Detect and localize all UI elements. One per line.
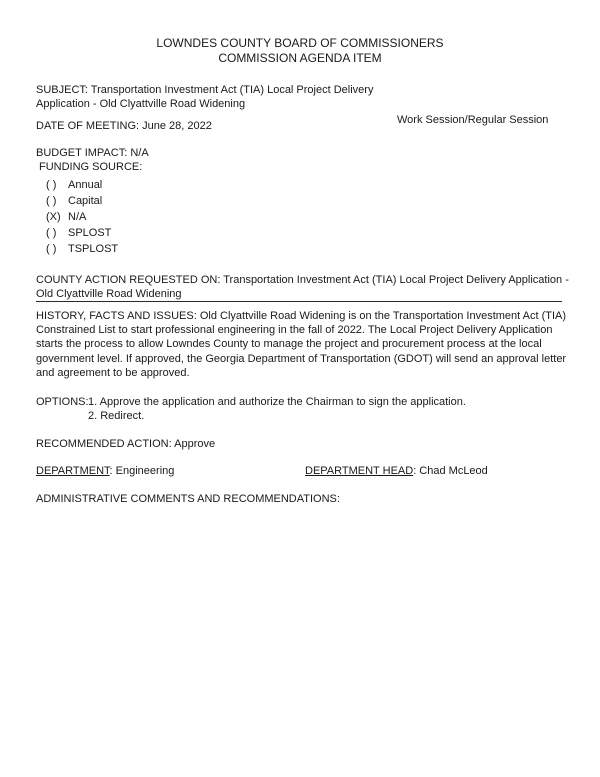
subject-line-2: Application - Old Clyattville Road Widening bbox=[36, 98, 246, 110]
funding-option-label: TSPLOST bbox=[68, 243, 119, 255]
subject-line-1: SUBJECT: Transportation Investment Act (TIA) Local Project Delivery bbox=[36, 84, 374, 96]
funding-source-label: FUNDING SOURCE: bbox=[39, 161, 143, 173]
section-divider bbox=[36, 301, 562, 302]
funding-option-mark: (X) bbox=[46, 211, 61, 223]
funding-option-capital bbox=[46, 194, 102, 209]
header-subtitle: COMMISSION AGENDA ITEM bbox=[218, 51, 382, 65]
department bbox=[36, 464, 174, 479]
department-head-value: : Chad McLeod bbox=[413, 465, 488, 477]
funding-option-na bbox=[46, 210, 86, 225]
funding-option-mark: ( ) bbox=[46, 243, 57, 255]
department-label: DEPARTMENT bbox=[36, 465, 110, 477]
option-item-1: 1. Approve the application and authorize the Chairman to sign the application. bbox=[88, 396, 466, 408]
administrative-comments: ADMINISTRATIVE COMMENTS AND RECOMMENDATIONS: bbox=[36, 493, 340, 505]
history-line-1: HISTORY, FACTS AND ISSUES: Old Clyattville Road Widening is on the Transportation Investment Act (TIA) bbox=[36, 310, 567, 322]
meeting-date: DATE OF MEETING: June 28, 2022 bbox=[36, 120, 212, 132]
history-line-4: government level. If approved, the Georgia Department of Transportation (GDOT) will send an approval letter bbox=[36, 353, 567, 365]
county-action-line-2: Old Clyattville Road Widening bbox=[36, 288, 182, 300]
funding-option-tsplost bbox=[46, 242, 118, 257]
header-title: LOWNDES COUNTY BOARD OF COMMISSIONERS bbox=[156, 36, 444, 50]
option-item-2: 2. Redirect. bbox=[88, 410, 145, 422]
funding-option-label: Annual bbox=[68, 179, 103, 191]
department-head bbox=[305, 464, 488, 479]
county-action-line-1: COUNTY ACTION REQUESTED ON: Transportation Investment Act (TIA) Local Project Delivery Application - bbox=[36, 274, 569, 286]
funding-option-label: SPLOST bbox=[68, 227, 112, 239]
history-line-2: Constrained List to start professional engineering in the fall of 2022. The Local Project Delivery Application bbox=[36, 324, 553, 336]
funding-option-label: N/A bbox=[68, 211, 87, 223]
funding-option-splost bbox=[46, 226, 111, 241]
history-line-5: and agreement to be approved. bbox=[36, 367, 190, 379]
history-line-3: starts the process to allow Lowndes County to manage the project and procurement process at the local bbox=[36, 338, 542, 350]
funding-option-mark: ( ) bbox=[46, 227, 57, 239]
department-value: : Engineering bbox=[109, 465, 175, 477]
funding-option-mark: ( ) bbox=[46, 179, 57, 191]
funding-option-annual bbox=[46, 178, 102, 193]
recommended-action: RECOMMENDED ACTION: Approve bbox=[36, 438, 216, 450]
funding-option-mark: ( ) bbox=[46, 195, 57, 207]
funding-option-label: Capital bbox=[68, 195, 103, 207]
department-head-label: DEPARTMENT HEAD bbox=[305, 465, 414, 477]
budget-impact: BUDGET IMPACT: N/A bbox=[36, 147, 149, 159]
options-label: OPTIONS: bbox=[36, 396, 89, 408]
session-type: Work Session/Regular Session bbox=[397, 114, 549, 126]
